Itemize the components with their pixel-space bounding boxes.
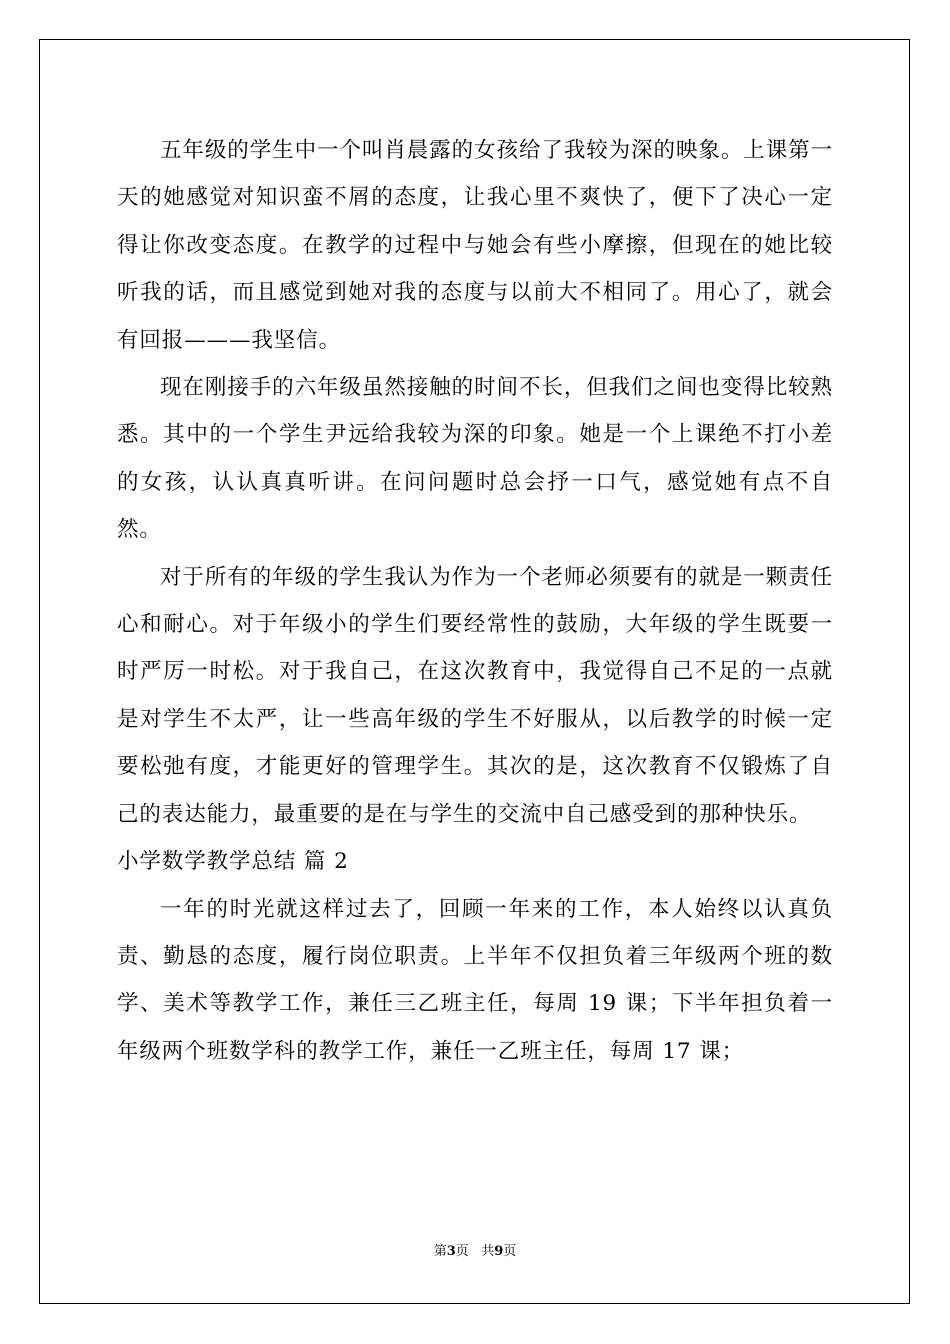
footer-page-suffix: 页 xyxy=(455,1244,469,1259)
footer-total-pages: 9 xyxy=(494,1244,504,1259)
paragraph: 一年的时光就这样过去了，回顾一年来的工作，本人始终以认真负责、勤恳的态度，履行岗位职责。上半年不仅担负着三年级两个班的数学、美术等教学工作，兼任三乙班主任，每周 19 课；下半年担负着一年级两个班数学科的教学工作，兼任一乙班主任，每周 17 课； xyxy=(117,896,833,1064)
paragraph: 现在刚接手的六年级虽然接触的时间不长，但我们之间也变得比较熟悉。其中的一个学生尹远给我较为深的印象。她是一个上课绝不打小差的女孩，认认真真听讲。在问问题时总会抒一口气，感觉她有点不自然。 xyxy=(117,375,833,543)
document-body xyxy=(117,127,833,1075)
footer-total-suffix: 页 xyxy=(503,1244,517,1259)
paragraph: 对于所有的年级的学生我认为作为一个老师必须要有的就是一颗责任心和耐心。对于年级小的学生们要经常性的鼓励，大年级的学生既要一时严厉一时松。对于我自己，在这次教育中，我觉得自己不足的一点就是对学生不太严，让一些高年级的学生不好服从，以后教学的时候一定要松弛有度，才能更好的管理学生。其次的是，这次教育不仅锻炼了自己的表达能力，最重要的是在与学生的交流中自己感受到的那种快乐。 xyxy=(117,564,833,827)
footer-total-prefix: 共 xyxy=(481,1244,495,1259)
footer-page-number: 3 xyxy=(446,1244,456,1259)
footer-prefix: 第 xyxy=(433,1244,447,1259)
page-footer xyxy=(0,1244,950,1260)
section-heading: 小学数学教学总结 篇 2 xyxy=(117,849,349,875)
paragraph: 五年级的学生中一个叫肖晨露的女孩给了我较为深的映象。上课第一天的她感觉对知识蛮不屑的态度，让我心里不爽快了，便下了决心一定得让你改变态度。在教学的过程中与她会有些小摩擦，但现在的她比较听我的话，而且感觉到她对我的态度与以前大不相同了。用心了，就会有回报———我坚信。 xyxy=(117,138,833,353)
